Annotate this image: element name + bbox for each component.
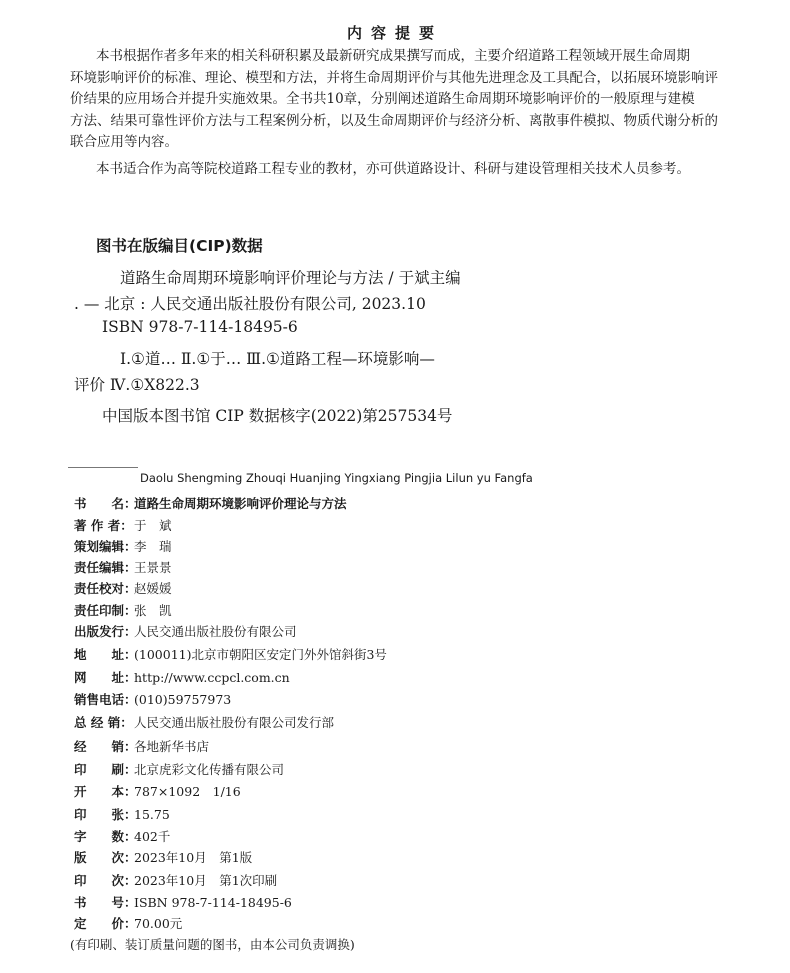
colophon-label: 总 经 销：	[74, 715, 133, 730]
colophon-label: 印 刷：	[74, 762, 137, 777]
colophon-label: 出版发行：	[74, 624, 137, 639]
colophon-row	[74, 494, 347, 514]
colophon-value[interactable]: http://www.ccpcl.com.cn	[134, 670, 290, 685]
colophon-value: 787×1092 1/16	[134, 784, 241, 799]
colophon-value: 人民交通出版社股份有限公司	[134, 624, 297, 639]
colophon-value: 北京虎彩文化传播有限公司	[134, 762, 285, 777]
colophon-label: 地 址：	[74, 647, 137, 662]
colophon-row	[74, 805, 170, 825]
colophon-label: 字 数：	[74, 829, 137, 844]
colophon-row	[74, 537, 172, 557]
colophon-label: 责任印制：	[74, 603, 137, 618]
cip-record-number: 中国版本图书馆 CIP 数据核字(2022)第257534号	[102, 407, 453, 425]
colophon-row	[74, 622, 297, 642]
colophon-row	[74, 848, 252, 868]
colophon-row	[74, 782, 241, 802]
colophon-label: 著 作 者：	[74, 518, 133, 533]
colophon-value: 张 凯	[134, 603, 172, 618]
colophon-value: (100011)北京市朝阳区安定门外外馆斜街3号	[134, 647, 387, 662]
colophon-row	[74, 668, 290, 688]
colophon-label: 版 次：	[74, 850, 137, 865]
colophon-row	[74, 601, 172, 621]
divider-rule	[68, 467, 138, 468]
colophon-value: 李 瑞	[134, 539, 172, 554]
colophon-row	[74, 690, 231, 710]
cip-title-line: 道路生命周期环境影响评价理论与方法 / 于斌主编	[120, 269, 461, 287]
colophon-row	[74, 871, 277, 891]
summary-line: 联合应用等内容。	[70, 134, 178, 150]
cip-classification-line-2: 评价 Ⅳ.①X822.3	[74, 376, 200, 394]
colophon-label: 销售电话：	[74, 692, 137, 707]
colophon-label: 书 号：	[74, 895, 137, 910]
colophon-label: 责任校对：	[74, 581, 137, 596]
colophon-value: 15.75	[134, 807, 170, 822]
colophon-row	[74, 914, 182, 934]
colophon-value: 402千	[134, 829, 171, 844]
colophon-value: 人民交通出版社股份有限公司发行部	[134, 715, 335, 730]
colophon-label: 书 名：	[74, 496, 137, 511]
colophon-value: 于 斌	[134, 518, 172, 533]
colophon-value: 2023年10月 第1次印刷	[134, 873, 278, 888]
summary-title: 内容提要	[346, 24, 443, 42]
cip-publisher-line: . — 北京 : 人民交通出版社股份有限公司, 2023.10	[74, 295, 426, 313]
quality-note: (有印刷、装订质量问题的图书，由本公司负责调换)	[70, 937, 355, 952]
colophon-row	[74, 558, 172, 578]
cip-heading: 图书在版编目(CIP)数据	[96, 237, 263, 255]
colophon-label: 网 址：	[74, 670, 137, 685]
colophon-row	[74, 893, 292, 913]
colophon-row	[74, 760, 284, 780]
colophon-value: 道路生命周期环境影响评价理论与方法	[134, 496, 347, 511]
colophon-label: 责任编辑：	[74, 560, 137, 575]
colophon-row	[74, 579, 172, 599]
colophon-label: 策划编辑：	[74, 539, 137, 554]
colophon-value: 赵媛媛	[134, 581, 172, 596]
colophon-row	[74, 737, 209, 757]
summary-paragraph-2: 本书适合作为高等院校道路工程专业的教材，亦可供道路设计、科研与建设管理相关技术人员参考。	[96, 161, 690, 177]
cip-classification-line: Ⅰ.①道… Ⅱ.①于… Ⅲ.①道路工程—环境影响—	[120, 350, 435, 368]
summary-line: 本书根据作者多年来的相关科研积累及最新研究成果撰写而成，主要介绍道路工程领域开展生命周期	[96, 48, 690, 64]
colophon-row	[74, 645, 387, 665]
summary-paragraph-1	[70, 46, 718, 154]
cip-isbn-line: ISBN 978-7-114-18495-6	[102, 318, 298, 336]
summary-line: 环境影响评价的标准、理论、模型和方法，并将生命周期评价与其他先进理念及工具配合，以拓展环境影响评	[70, 69, 718, 86]
colophon-value: 2023年10月 第1版	[134, 850, 253, 865]
colophon-row	[74, 713, 334, 733]
colophon-label: 经 销：	[74, 739, 137, 754]
colophon-row	[74, 516, 172, 536]
pinyin-title: Daolu Shengming Zhouqi Huanjing Yingxiang Pingjia Lilun yu Fangfa	[140, 471, 533, 485]
colophon-value: (010)59757973	[134, 692, 232, 707]
colophon-value: 各地新华书店	[134, 739, 210, 754]
colophon-label: 开 本：	[74, 784, 137, 799]
colophon-value: ISBN 978-7-114-18495-6	[134, 895, 292, 910]
colophon-value: 王景景	[134, 560, 172, 575]
colophon-label: 印 张：	[74, 807, 137, 822]
colophon-value: 70.00元	[134, 916, 183, 931]
colophon-label: 印 次：	[74, 873, 137, 888]
colophon-label: 定 价：	[74, 916, 137, 931]
summary-line: 方法、结果可靠性评价方法与工程案例分析，以及生命周期评价与经济分析、离散事件模拟、物质代谢分析的	[70, 112, 718, 129]
summary-line: 价结果的应用场合并提升实施效果。全书共10章，分别阐述道路生命周期环境影响评价的一般原理与建模	[70, 91, 695, 107]
colophon-row	[74, 827, 170, 847]
